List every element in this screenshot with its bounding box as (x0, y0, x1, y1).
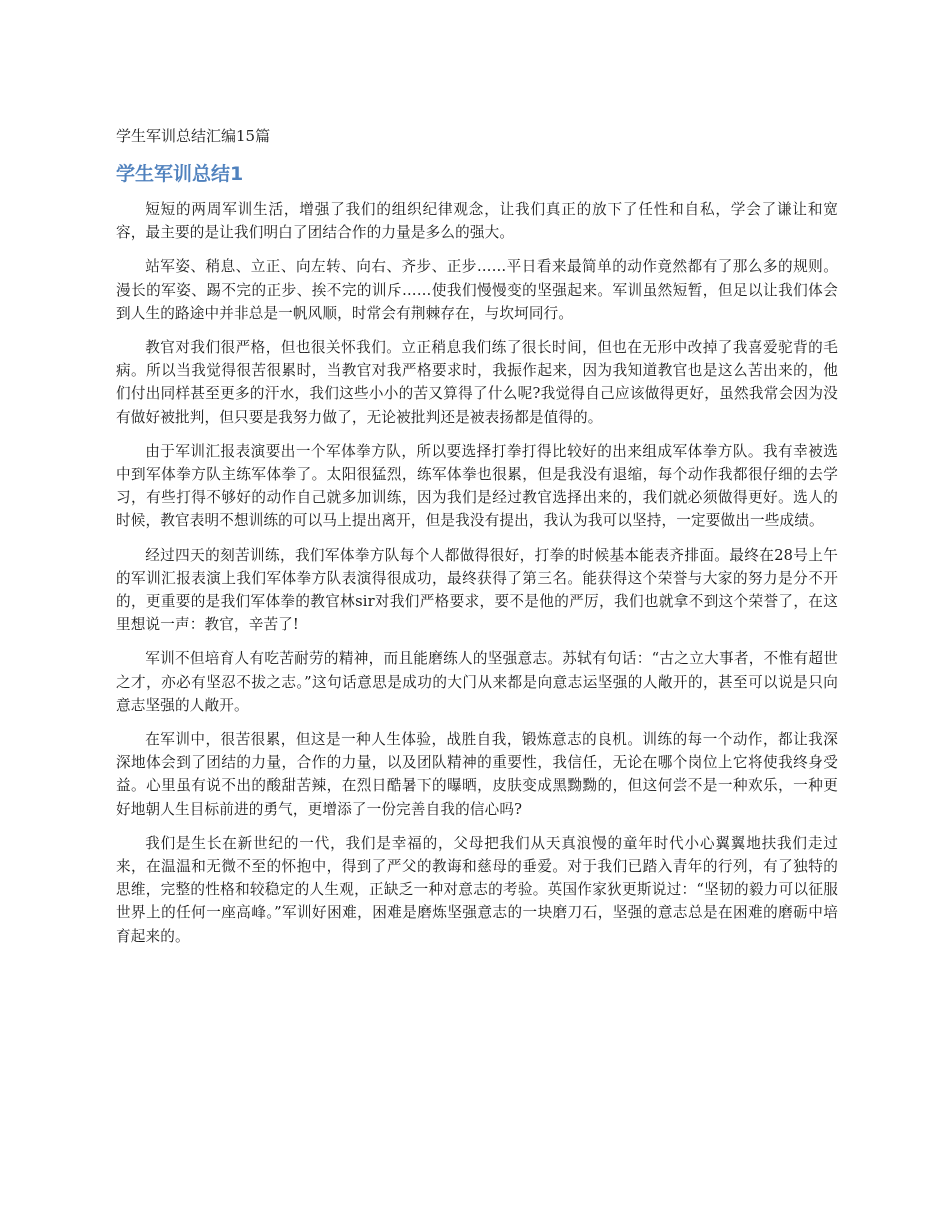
paragraph-7: 在军训中，很苦很累，但这是一种人生体验，战胜自我，锻炼意志的良机。训练的每一个动作，都让我深深地体会到了团结的力量，合作的力量，以及团队精神的重要性，我信任，无论在哪个岗位上它将使我终身受益。心里虽有说不出的酸甜苦辣，在烈日酷暑下的曝晒，皮肤变成黑黝黝的，但这何尝不是一种欢乐，一种更好地朝人生目标前进的勇气，更增添了一份完善自我的信心吗? (116, 731, 838, 818)
section-heading: 学生军训总结1 (116, 163, 244, 185)
paragraph-2: 站军姿、稍息、立正、向左转、向右、齐步、正步……平日看来最简单的动作竟然都有了那么多的规则。漫长的军姿、踢不完的正步、挨不完的训斥……使我们慢慢变的坚强起来。军训虽然短暂，但足以让我们体会到人生的路途中并非总是一帆风顺，时常会有荆棘存在，与坎坷同行。 (116, 258, 838, 322)
document-page (116, 126, 838, 959)
paragraph-1: 短短的两周军训生活，增强了我们的组织纪律观念，让我们真正的放下了任性和自私，学会了谦让和宽容，最主要的是让我们明白了团结合作的力量是多么的强大。 (116, 201, 838, 242)
paragraph-3: 教官对我们很严格，但也很关怀我们。立正稍息我们练了很长时间，但也在无形中改掉了我喜爱驼背的毛病。所以当我觉得很苦很累时，当教官对我严格要求时，我振作起来，因为我知道教官也是这么苦出来的，他们付出同样甚至更多的汗水，我们这些小小的苦又算得了什么呢?我觉得自己应该做得更好，虽然我常会因为没有做好被批判，但只要是我努力做了，无论被批判还是被表扬都是值得的。 (116, 339, 838, 426)
paragraph-6: 军训不但培育人有吃苦耐劳的精神，而且能磨练人的坚强意志。苏轼有句话：“古之立大事者，不惟有超世之才，亦必有坚忍不拔之志。”这句话意思是成功的大门从来都是向意志运坚强的人敞开的，甚至可以说是只向意志坚强的人敞开。 (116, 650, 838, 714)
paragraph-4: 由于军训汇报表演要出一个军体拳方队，所以要选择打拳打得比较好的出来组成军体拳方队。我有幸被选中到军体拳方队主练军体拳了。太阳很猛烈，练军体拳也很累，但是我没有退缩，每个动作我都很仔细的去学习，有些打得不够好的动作自己就多加训练，因为我们是经过教官选择出来的，我们就必须做得更好。选人的时候，教官表明不想训练的可以马上提出离开，但是我没有提出，我认为我可以坚持，一定要做出一些成绩。 (116, 442, 838, 530)
paragraph-8: 我们是生长在新世纪的一代，我们是幸福的，父母把我们从天真浪慢的童年时代小心翼翼地扶我们走过来，在温温和无微不至的怀抱中，得到了严父的教诲和慈母的垂爱。对于我们已踏入青年的行列，有了独特的思维，完整的性格和较稳定的人生观，正缺乏一种对意志的考验。英国作家狄更斯说过：“坚韧的毅力可以征服世界上的任何一座高峰。”军训好困难，困难是磨炼坚强意志的一块磨刀石，坚强的意志总是在困难的磨砺中培育起来的。 (116, 834, 838, 945)
paragraph-5: 经过四天的刻苦训练，我们军体拳方队每个人都做得很好，打拳的时候基本能表齐排面。最终在28号上午的军训汇报表演上我们军体拳方队表演得很成功，最终获得了第三名。能获得这个荣誉与大家的努力是分不开的，更重要的是我们军体拳的教官林sir对我们严格要求，要不是他的严厉，我们也就拿不到这个荣誉了，在这里想说一声：教官，辛苦了! (116, 546, 838, 634)
document-title: 学生军训总结汇编15篇 (116, 127, 271, 145)
